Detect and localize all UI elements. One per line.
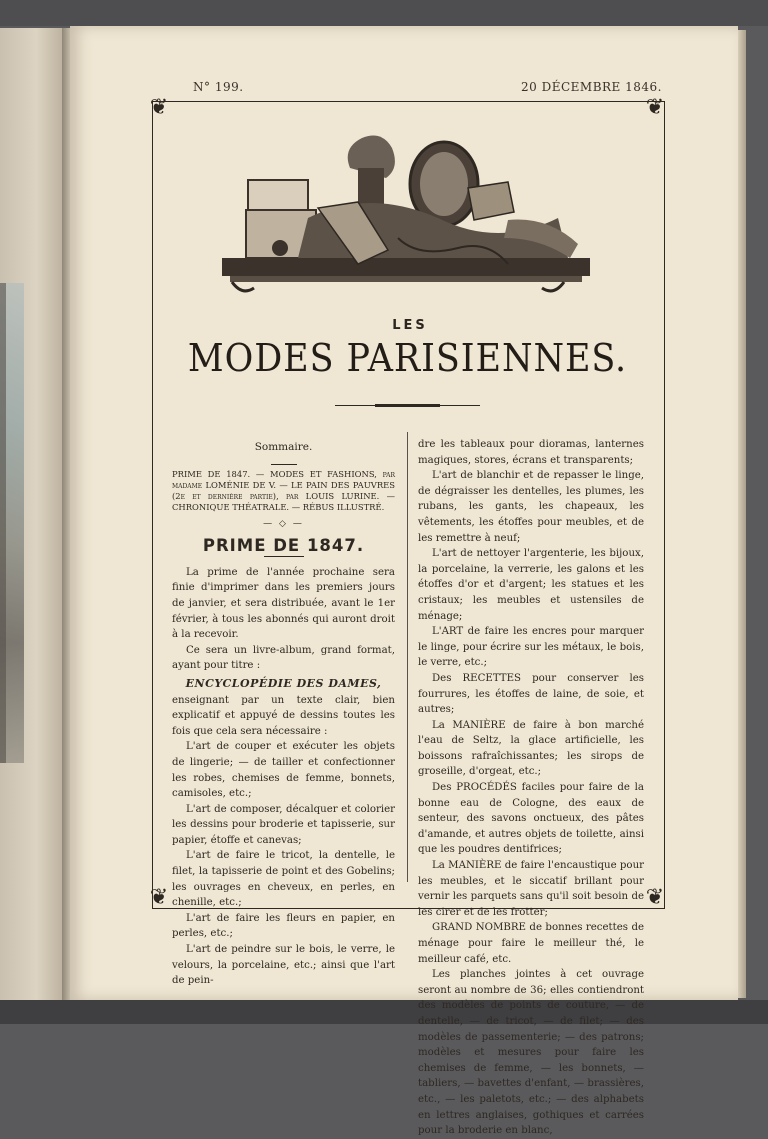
paragraph: L'art de nettoyer l'argenterie, les bijoux, la porcelaine, la verrerie, les galons et les étoffes d'or et d'argent; les statues et les cristaux; les meubles et ustensiles de ménage; (418, 548, 644, 622)
masthead-title: MODES PARISIENNES. (187, 336, 628, 380)
sommaire-title: Sommaire. (254, 441, 313, 453)
issue-date: 20 DÉCEMBRE 1846. (521, 80, 662, 94)
article-heading: PRIME DE 1847. (202, 536, 365, 556)
paragraph: L'art de faire le tricot, la dentelle, le filet, la tapisserie de point et des Gobelins; les ouvrages en cheveux, en perles, en chenille, etc.; (172, 850, 395, 909)
corner-ornament-bottom-right: ❦ (645, 885, 665, 910)
issue-number: N° 199. (193, 80, 244, 94)
scan-background-bottom (0, 1000, 768, 1024)
column-divider (407, 432, 408, 882)
sommaire-text: PRIME DE 1847. — MODES ET FASHIONS, par madame LOMÉNIE DE V. — LE PAIN DES PAUVRES (2e et dernière partie), par LOUIS LURINE. — CHRONIQUE THÉATRALE. — RÉBUS ILLUSTRÉ. (172, 468, 395, 512)
paragraph: L'art de couper et exécuter les objets de lingerie; — de tailler et confectionner les robes, chemises de femme, bonnets, camisoles, etc.; (172, 741, 395, 800)
book-title: ENCYCLOPÉDIE DES DAMES, (185, 676, 382, 690)
scan-background-top (0, 0, 768, 26)
corner-ornament-top-right: ❦ (645, 95, 665, 120)
facing-plate-edge (0, 283, 6, 763)
corner-ornament-bottom-left: ❦ (149, 885, 169, 910)
paragraph: Des RECETTES pour conserver les fourrures, les étoffes de laine, de soie, et autres; (418, 672, 644, 716)
paragraph: L'ART de faire les encres pour marquer le linge, pour écrire sur les métaux, le bois, le verre, etc.; (418, 626, 644, 669)
paragraph: La MANIÈRE de faire l'encaustique pour les meubles, et le siccatif brillant pour vernir les parquets sans qu'il soit besoin de les cirer et de les frotter; (418, 860, 644, 918)
title-ornamental-rule (335, 404, 480, 407)
paragraph: Ce sera un livre-album, grand format, ayant pour titre : (172, 644, 395, 672)
page-edge (738, 30, 746, 998)
facing-page (0, 28, 66, 1000)
heading-rule (264, 556, 304, 557)
paragraph: L'art de faire les fleurs en papier, en perles, etc.; (172, 912, 395, 940)
sommaire-ornament: — ◇ — (263, 518, 304, 529)
paragraph: Les planches jointes à cet ouvrage seront au nombre de 36; elles contiendront des modèles de points de couture, — de dentelle, — de tricot, — de filet; — des modèles de passementerie; — des patrons; modèles et mesures pour faire les chemises de femme, — les bonnets, — tabliers, — bavettes d'enfant, — brassières, etc., — les paletots, etc.; — des alphabets en lettres anglaises, gothiques et carrées pour la broderie en blanc, (418, 969, 644, 1137)
paragraph: GRAND NOMBRE de bonnes recettes de ménage pour faire le meilleur thé, le meilleur café, etc. (418, 922, 644, 965)
paragraph: L'art de peindre sur le bois, le verre, le velours, la porcelaine, etc.; ainsi que l'art de pein- (172, 944, 395, 987)
sommaire-rule (271, 464, 297, 465)
engraved-vignette-illustration (218, 128, 594, 308)
paragraph: enseignant par un texte clair, bien explicatif et appuyé de dessins toutes les fois que cela sera nécessaire : (172, 694, 395, 737)
paragraph: L'art de composer, décalquer et colorier les dessins pour broderie et tapisserie, sur papier, étoffe et canevas; (172, 803, 395, 846)
left-column (172, 440, 395, 989)
paragraph: La MANIÈRE de faire à bon marché l'eau de Seltz, la glace artificielle, les boissons rafraîchissantes; les sirops de groseille, d'orgeat, etc.; (418, 719, 644, 778)
paragraph: Des PROCÉDÉS faciles pour faire de la bonne eau de Cologne, des eaux de senteur, des savons onctueux, des pâtes d'amande, et autres objets de toilette, ainsi que les poudres dentifrices; (418, 782, 644, 856)
corner-ornament-top-left: ❦ (149, 95, 169, 120)
paragraph: dre les tableaux pour dioramas, lanternes magiques, stores, écrans et transparents; (418, 439, 644, 466)
paragraph: L'art de blanchir et de repasser le linge, de dégraisser les dentelles, les plumes, les rubans, les gants, les chapeaux, les vêtements, les étoffes pour meubles, et de les remettre à neuf; (418, 470, 644, 544)
paragraph: La prime de l'année prochaine sera finie d'imprimer dans les premiers jours de janvier, et sera distribuée, avant le 1er février, à tous les abonnés qui auront droit à la recevoir. (172, 566, 395, 641)
right-column (418, 437, 644, 1139)
masthead-les: LES (392, 318, 428, 333)
